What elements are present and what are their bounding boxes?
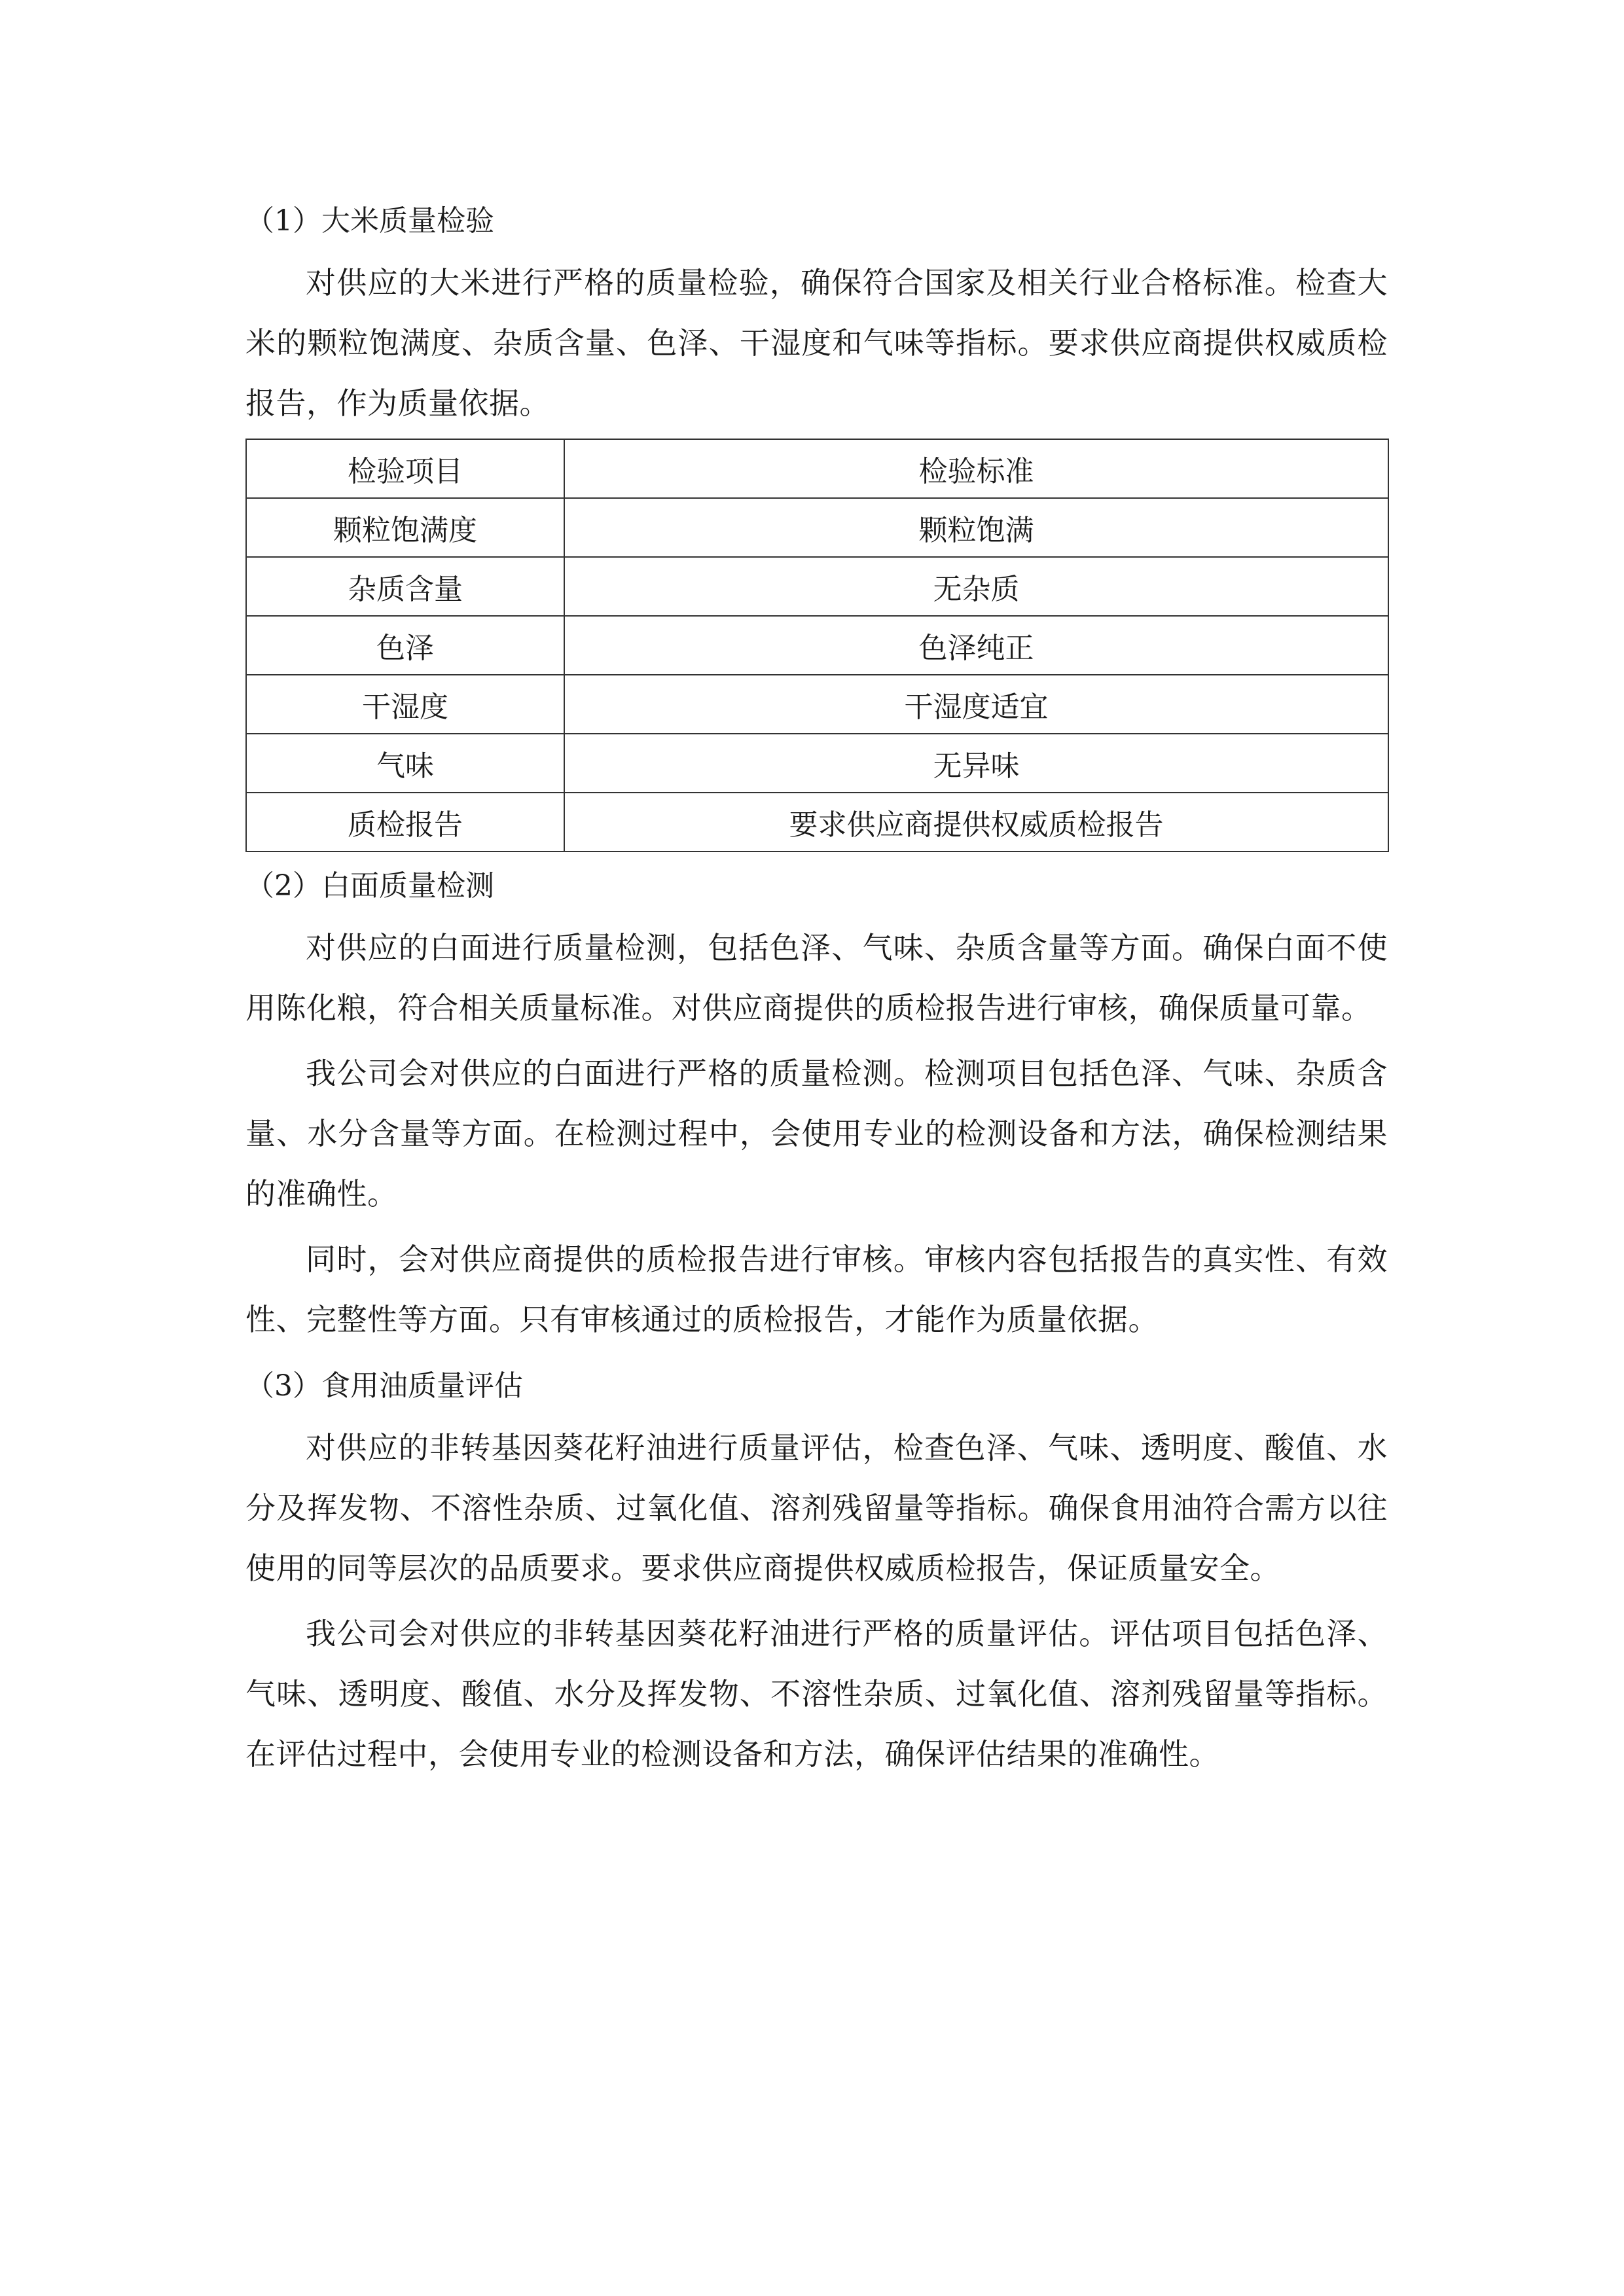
table-row [246,616,1388,675]
table-header-item: 检验项目 [246,439,564,498]
document-body [245,190,1388,1789]
table-row [246,793,1388,852]
table-cell-item: 颗粒饱满度 [246,498,564,557]
section-oil-evaluation [245,1355,1388,1784]
table-row [246,557,1388,616]
paragraph: 对供应的大米进行严格的质量检验，确保符合国家及相关行业合格标准。检查大米的颗粒饱满度、杂质含量、色泽、干湿度和气味等指标。要求供应商提供权威质检报告，作为质量依据。 [245,265,1388,421]
table-cell-standard: 干湿度适宜 [564,675,1388,734]
inspection-table [245,439,1389,852]
paragraph: 我公司会对供应的非转基因葵花籽油进行严格的质量评估。评估项目包括色泽、气味、透明度、酸值、水分及挥发物、不溶性杂质、过氧化值、溶剂残留量等指标。在评估过程中，会使用专业的检测设备和方法，确保评估结果的准确性。 [245,1616,1388,1772]
table-cell-item: 色泽 [246,616,564,675]
table-row [246,498,1388,557]
table-cell-standard: 无杂质 [564,557,1388,616]
table-header-standard: 检验标准 [564,439,1388,498]
table-header-row [246,439,1388,498]
table-cell-item: 干湿度 [246,675,564,734]
table-cell-standard: 要求供应商提供权威质检报告 [564,793,1388,852]
paragraph: 同时，会对供应商提供的质检报告进行审核。审核内容包括报告的真实性、有效性、完整性等方面。只有审核通过的质检报告，才能作为质量依据。 [245,1242,1388,1337]
paragraph: 对供应的非转基因葵花籽油进行质量评估，检查色泽、气味、透明度、酸值、水分及挥发物、不溶性杂质、过氧化值、溶剂残留量等指标。确保食用油符合需方以往使用的同等层次的品质要求。要求供应商提供权威质检报告，保证质量安全。 [245,1430,1388,1586]
table-cell-standard: 无异味 [564,734,1388,793]
table-cell-item: 质检报告 [246,793,564,852]
section-heading: （2）白面质量检测 [245,869,494,903]
paragraph: 我公司会对供应的白面进行严格的质量检测。检测项目包括色泽、气味、杂质含量、水分含量等方面。在检测过程中，会使用专业的检测设备和方法，确保检测结果的准确性。 [245,1056,1388,1211]
table-cell-item: 气味 [246,734,564,793]
section-heading: （3）食用油质量评估 [245,1369,523,1403]
table-row [246,675,1388,734]
paragraph: 对供应的白面进行质量检测，包括色泽、气味、杂质含量等方面。确保白面不使用陈化粮，符合相关质量标准。对供应商提供的质检报告进行审核，确保质量可靠。 [245,930,1388,1026]
table-cell-standard: 色泽纯正 [564,616,1388,675]
section-flour-testing [245,855,1388,1350]
section-rice-inspection [245,190,1388,852]
section-heading: （1）大米质量检验 [245,204,494,238]
table-row [246,734,1388,793]
table-cell-standard: 颗粒饱满 [564,498,1388,557]
table-cell-item: 杂质含量 [246,557,564,616]
